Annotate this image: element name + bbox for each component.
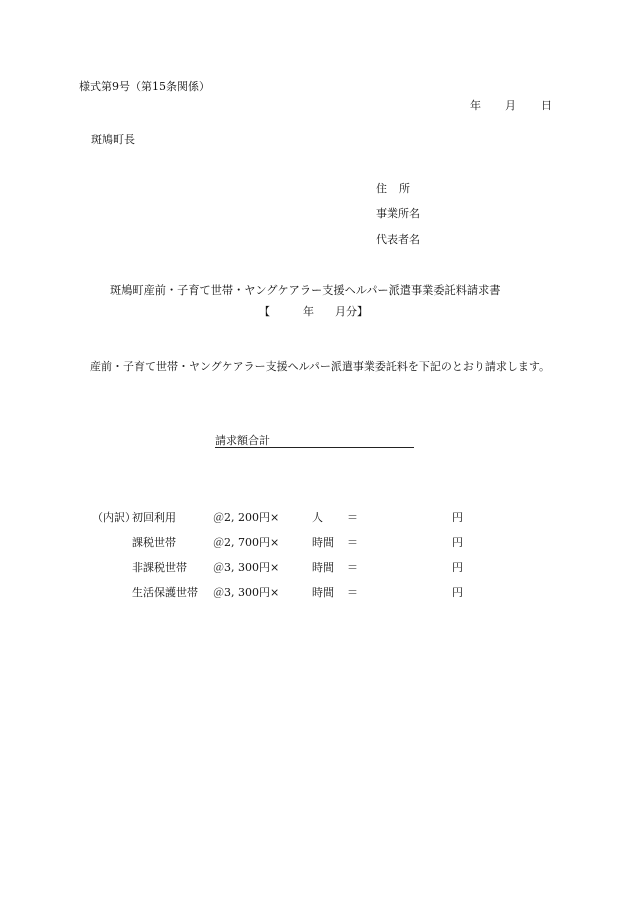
breakdown-category: 初回利用 (132, 511, 176, 524)
total-amount-label: 請求額合計 (215, 434, 270, 447)
body-text: 産前・子育て世帯・ヤングケアラー支援ヘルパー派遣事業委託料を下記のとおり請求します。 (90, 360, 551, 373)
date-line (470, 99, 552, 113)
breakdown-unit-price: ＠3, 300円× (213, 561, 280, 574)
form-number: 様式第9号（第15条関係） (79, 80, 210, 93)
applicant-office-label: 事業所名 (376, 207, 420, 220)
document-title: 斑鳩町産前・子育て世帯・ヤングケアラー支援ヘルパー派遣事業委託料請求書 (110, 284, 501, 297)
breakdown-unit-price: ＠3, 300円× (213, 586, 280, 599)
billing-period (259, 305, 368, 319)
period-open-bracket: 【 (259, 305, 270, 318)
breakdown-equals: ＝ (347, 561, 358, 574)
breakdown-row (0, 511, 630, 529)
breakdown-yen: 円 (452, 586, 463, 599)
date-month-label: 月 (505, 99, 516, 112)
breakdown-equals: ＝ (347, 586, 358, 599)
applicant-address-label: 住所 (376, 182, 422, 195)
breakdown-heading: （内訳） (92, 511, 136, 524)
period-year-label: 年 (303, 305, 314, 318)
breakdown-yen: 円 (452, 511, 463, 524)
period-month-label: 月分】 (335, 305, 368, 318)
breakdown-unit-price: ＠2, 200円× (213, 511, 280, 524)
breakdown-equals: ＝ (347, 511, 358, 524)
breakdown-unit: 時間 (312, 586, 334, 599)
breakdown-category: 非課税世帯 (132, 561, 187, 574)
breakdown-row (0, 586, 630, 604)
breakdown-category: 課税世帯 (132, 536, 176, 549)
breakdown-equals: ＝ (347, 536, 358, 549)
breakdown-yen: 円 (452, 536, 463, 549)
breakdown-row (0, 561, 630, 579)
breakdown-yen: 円 (452, 561, 463, 574)
breakdown-unit-price: ＠2, 700円× (213, 536, 280, 549)
breakdown-unit: 人 (312, 511, 323, 524)
total-amount-underline (215, 447, 414, 448)
breakdown-unit: 時間 (312, 561, 334, 574)
breakdown-row (0, 536, 630, 554)
addressee: 斑鳩町長 (91, 133, 135, 146)
breakdown-category: 生活保護世帯 (132, 586, 198, 599)
date-year-label: 年 (470, 99, 481, 112)
applicant-representative-label: 代表者名 (376, 233, 420, 246)
breakdown-unit: 時間 (312, 536, 334, 549)
date-day-label: 日 (541, 99, 552, 112)
